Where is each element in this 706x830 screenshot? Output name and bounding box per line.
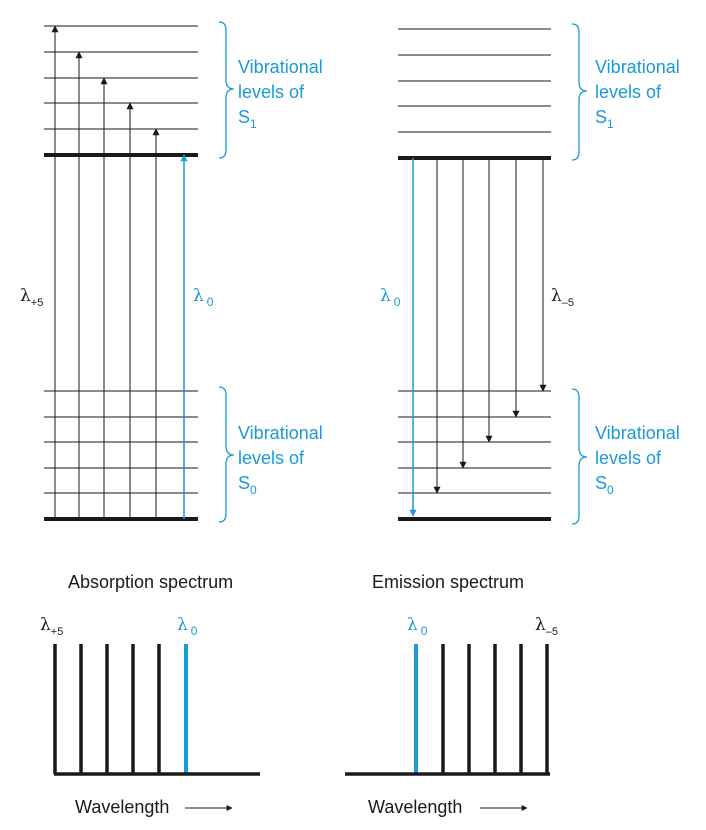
emission-s1-label <box>595 57 680 131</box>
emission-wavelength-label: Wavelength <box>368 797 463 817</box>
s1-label-line1: Vibrational <box>238 57 323 77</box>
absorption-s0-vibrational-levels <box>44 391 198 519</box>
s1-symbol: $S_1$ <box>238 107 257 131</box>
absorption-transition-arrows <box>55 26 184 519</box>
s0-label-line2: levels of <box>238 448 305 468</box>
emission-spectrum-title: Emission spectrum <box>372 572 525 592</box>
s1-label-line2: levels of <box>238 82 305 102</box>
absorption-s1-label <box>238 57 323 131</box>
emission-lambda-zero-label: λ $_0$ <box>380 286 401 309</box>
s1-symbol: $S_1$ <box>595 107 614 131</box>
absorption-spectrum-lambda-zero: λ $_0$ <box>177 615 198 638</box>
emission-s0-vibrational-levels <box>398 391 551 519</box>
absorption-diagram <box>20 22 323 522</box>
s0-symbol: $S_0$ <box>238 473 257 497</box>
absorption-s0-brace <box>219 387 234 522</box>
absorption-spectrum-lambda-plus5: $\lambda_{+5}$ <box>40 615 64 638</box>
emission-s0-label <box>595 423 680 497</box>
absorption-lambda-plus5-label: $\lambda_{+5}$ <box>20 286 44 309</box>
absorption-spectrum <box>40 572 260 817</box>
emission-s0-brace <box>572 389 587 524</box>
s0-label-line1: Vibrational <box>238 423 323 443</box>
emission-spectrum-lambda-zero: λ $_0$ <box>407 615 428 638</box>
s0-symbol: $S_0$ <box>595 473 614 497</box>
s0-label-line1: Vibrational <box>595 423 680 443</box>
absorption-wavelength-label: Wavelength <box>75 797 170 817</box>
emission-s1-brace <box>572 24 587 160</box>
absorption-s0-label <box>238 423 323 497</box>
emission-s1-vibrational-levels <box>398 29 551 158</box>
s0-label-line2: levels of <box>595 448 662 468</box>
absorption-lambda-zero-label: λ $_0$ <box>193 286 214 309</box>
emission-spectrum-lines <box>416 644 547 774</box>
absorption-s1-vibrational-levels <box>44 26 198 155</box>
emission-lambda-minus5-label: $\lambda_{-5}$ <box>551 286 575 309</box>
emission-transition-arrows <box>413 158 543 516</box>
s1-label-line1: Vibrational <box>595 57 680 77</box>
emission-diagram <box>380 24 680 524</box>
absorption-s1-brace <box>219 22 234 158</box>
emission-spectrum <box>345 572 558 817</box>
s1-label-line2: levels of <box>595 82 662 102</box>
emission-spectrum-lambda-minus5: $\lambda_{-5}$ <box>535 615 559 638</box>
absorption-spectrum-title: Absorption spectrum <box>68 572 234 592</box>
absorption-spectrum-lines <box>55 644 186 774</box>
